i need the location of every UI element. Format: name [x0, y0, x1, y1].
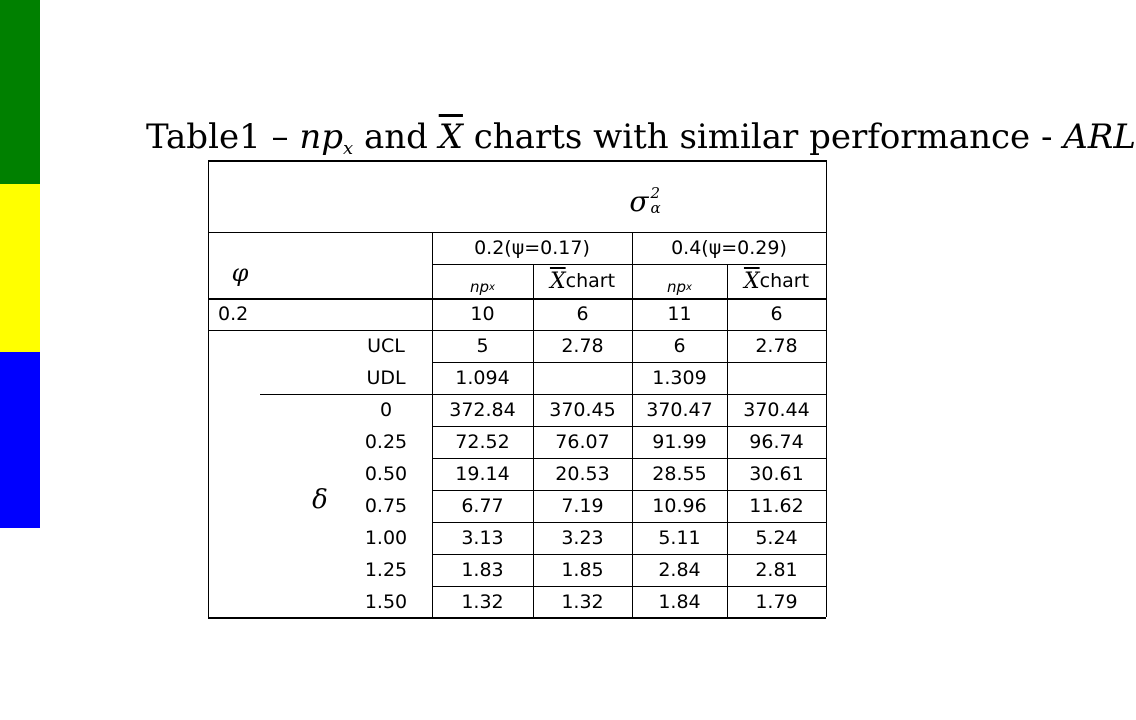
param-value-2: 11 [667, 303, 692, 325]
arl-value-3-3: 11.62 [749, 495, 804, 517]
ucl-value-0: 5 [476, 335, 489, 357]
np-header-2-np: np [667, 278, 687, 296]
slide-title [146, 112, 1136, 162]
title-and: and [353, 117, 439, 157]
arl-value-2-0: 19.14 [455, 463, 510, 485]
decorative-bar-blue [0, 352, 40, 528]
arl-value-4-0: 3.13 [461, 527, 504, 549]
arl-value-6-0: 1.32 [461, 590, 504, 613]
arl-value-4-1: 3.23 [561, 527, 604, 549]
arl-value-2-3: 30.61 [749, 463, 804, 485]
title-charts: charts with similar performance - [462, 117, 1064, 157]
sigma-alpha-header [600, 176, 690, 226]
arl-value-4-2: 5.11 [658, 527, 701, 549]
ucl-label: UCL [367, 335, 405, 357]
ucl-value-2: 6 [673, 335, 686, 357]
arl-value-0-1: 370.45 [549, 399, 616, 421]
arl-value-2-2: 28.55 [652, 463, 707, 485]
title-prefix: Table1 – [146, 117, 300, 157]
sigma-superscript: 2 [650, 184, 661, 202]
arl-value-4-3: 5.24 [755, 527, 798, 549]
udl-value-3 [727, 362, 826, 394]
ucl-value-3: 2.78 [755, 335, 798, 357]
delta-label-1: 0.25 [364, 431, 408, 453]
xbar-header-1-xbar: $\overline{X}$ [549, 268, 566, 294]
delta-label-5: 1.25 [364, 559, 408, 581]
table-rule [208, 160, 209, 617]
arl-value-5-0: 1.83 [461, 559, 504, 581]
table-rule [826, 160, 827, 617]
phi-symbol: φ [231, 259, 249, 287]
arl-value-3-0: 6.77 [461, 495, 504, 517]
xbar-header-2 [727, 264, 826, 298]
phi-value: 0.2 [218, 303, 249, 325]
np-header-1-sub: x [489, 281, 495, 293]
table-rule [208, 617, 826, 619]
title-arl: ARL [1063, 117, 1136, 157]
sigma-symbol: σ [629, 184, 649, 218]
ucl-value-1: 2.78 [561, 335, 604, 357]
arl-value-1-0: 72.52 [455, 431, 510, 453]
delta-label-2: 0.50 [364, 463, 408, 485]
arl-value-0-0: 372.84 [449, 399, 516, 421]
arl-value-1-1: 76.07 [555, 431, 610, 453]
delta-label-3: 0.75 [364, 495, 408, 517]
arl-value-3-2: 10.96 [652, 495, 707, 517]
xbar-header-1-chart: chart [565, 270, 616, 292]
xbar-header-2-xbar: $\overline{X}$ [743, 268, 760, 294]
delta-label-4: 1.00 [364, 527, 408, 549]
delta-label-0: 0 [379, 399, 393, 421]
udl-value-2: 1.309 [652, 367, 707, 389]
table-rule [208, 160, 826, 162]
arl-value-1-2: 91.99 [652, 431, 707, 453]
title-np: np [299, 117, 343, 157]
arl-value-6-1: 1.32 [561, 590, 604, 613]
decorative-bar-yellow [0, 184, 40, 352]
param-value-0: 10 [470, 303, 495, 325]
udl-label: UDL [366, 367, 406, 389]
arl-value-5-2: 2.84 [658, 559, 701, 581]
delta-symbol: δ [312, 485, 328, 515]
arl-value-5-3: 2.81 [755, 559, 798, 581]
title-xbar: $\overline{X}$ [438, 117, 463, 157]
arl-value-3-1: 7.19 [561, 495, 604, 517]
np-header-1-np: np [470, 278, 490, 296]
arl-value-1-3: 96.74 [749, 431, 804, 453]
udl-value-0: 1.094 [455, 367, 510, 389]
sigma-subscript: α [650, 199, 661, 217]
np-header-2-sub: x [686, 281, 692, 293]
arl-value-2-1: 20.53 [555, 463, 610, 485]
xbar-header-2-chart: chart [759, 270, 810, 292]
group-header-0.4: 0.4(ψ=0.29) [671, 237, 787, 259]
arl-value-0-2: 370.47 [646, 399, 713, 421]
arl-value-0-3: 370.44 [743, 399, 810, 421]
sigma-index-stack [650, 186, 660, 216]
title-np-sub: x [343, 138, 354, 159]
arl-value-6-3: 1.79 [755, 590, 798, 613]
arl-value-5-1: 1.85 [561, 559, 604, 581]
decorative-bar-green [0, 0, 40, 184]
arl-value-6-2: 1.84 [658, 590, 701, 613]
param-value-1: 6 [576, 303, 589, 325]
delta-label-6: 1.50 [364, 590, 408, 613]
param-value-3: 6 [770, 303, 783, 325]
xbar-header-1 [533, 264, 632, 298]
group-header-0.2: 0.2(ψ=0.17) [474, 237, 590, 259]
udl-value-1 [533, 362, 632, 394]
